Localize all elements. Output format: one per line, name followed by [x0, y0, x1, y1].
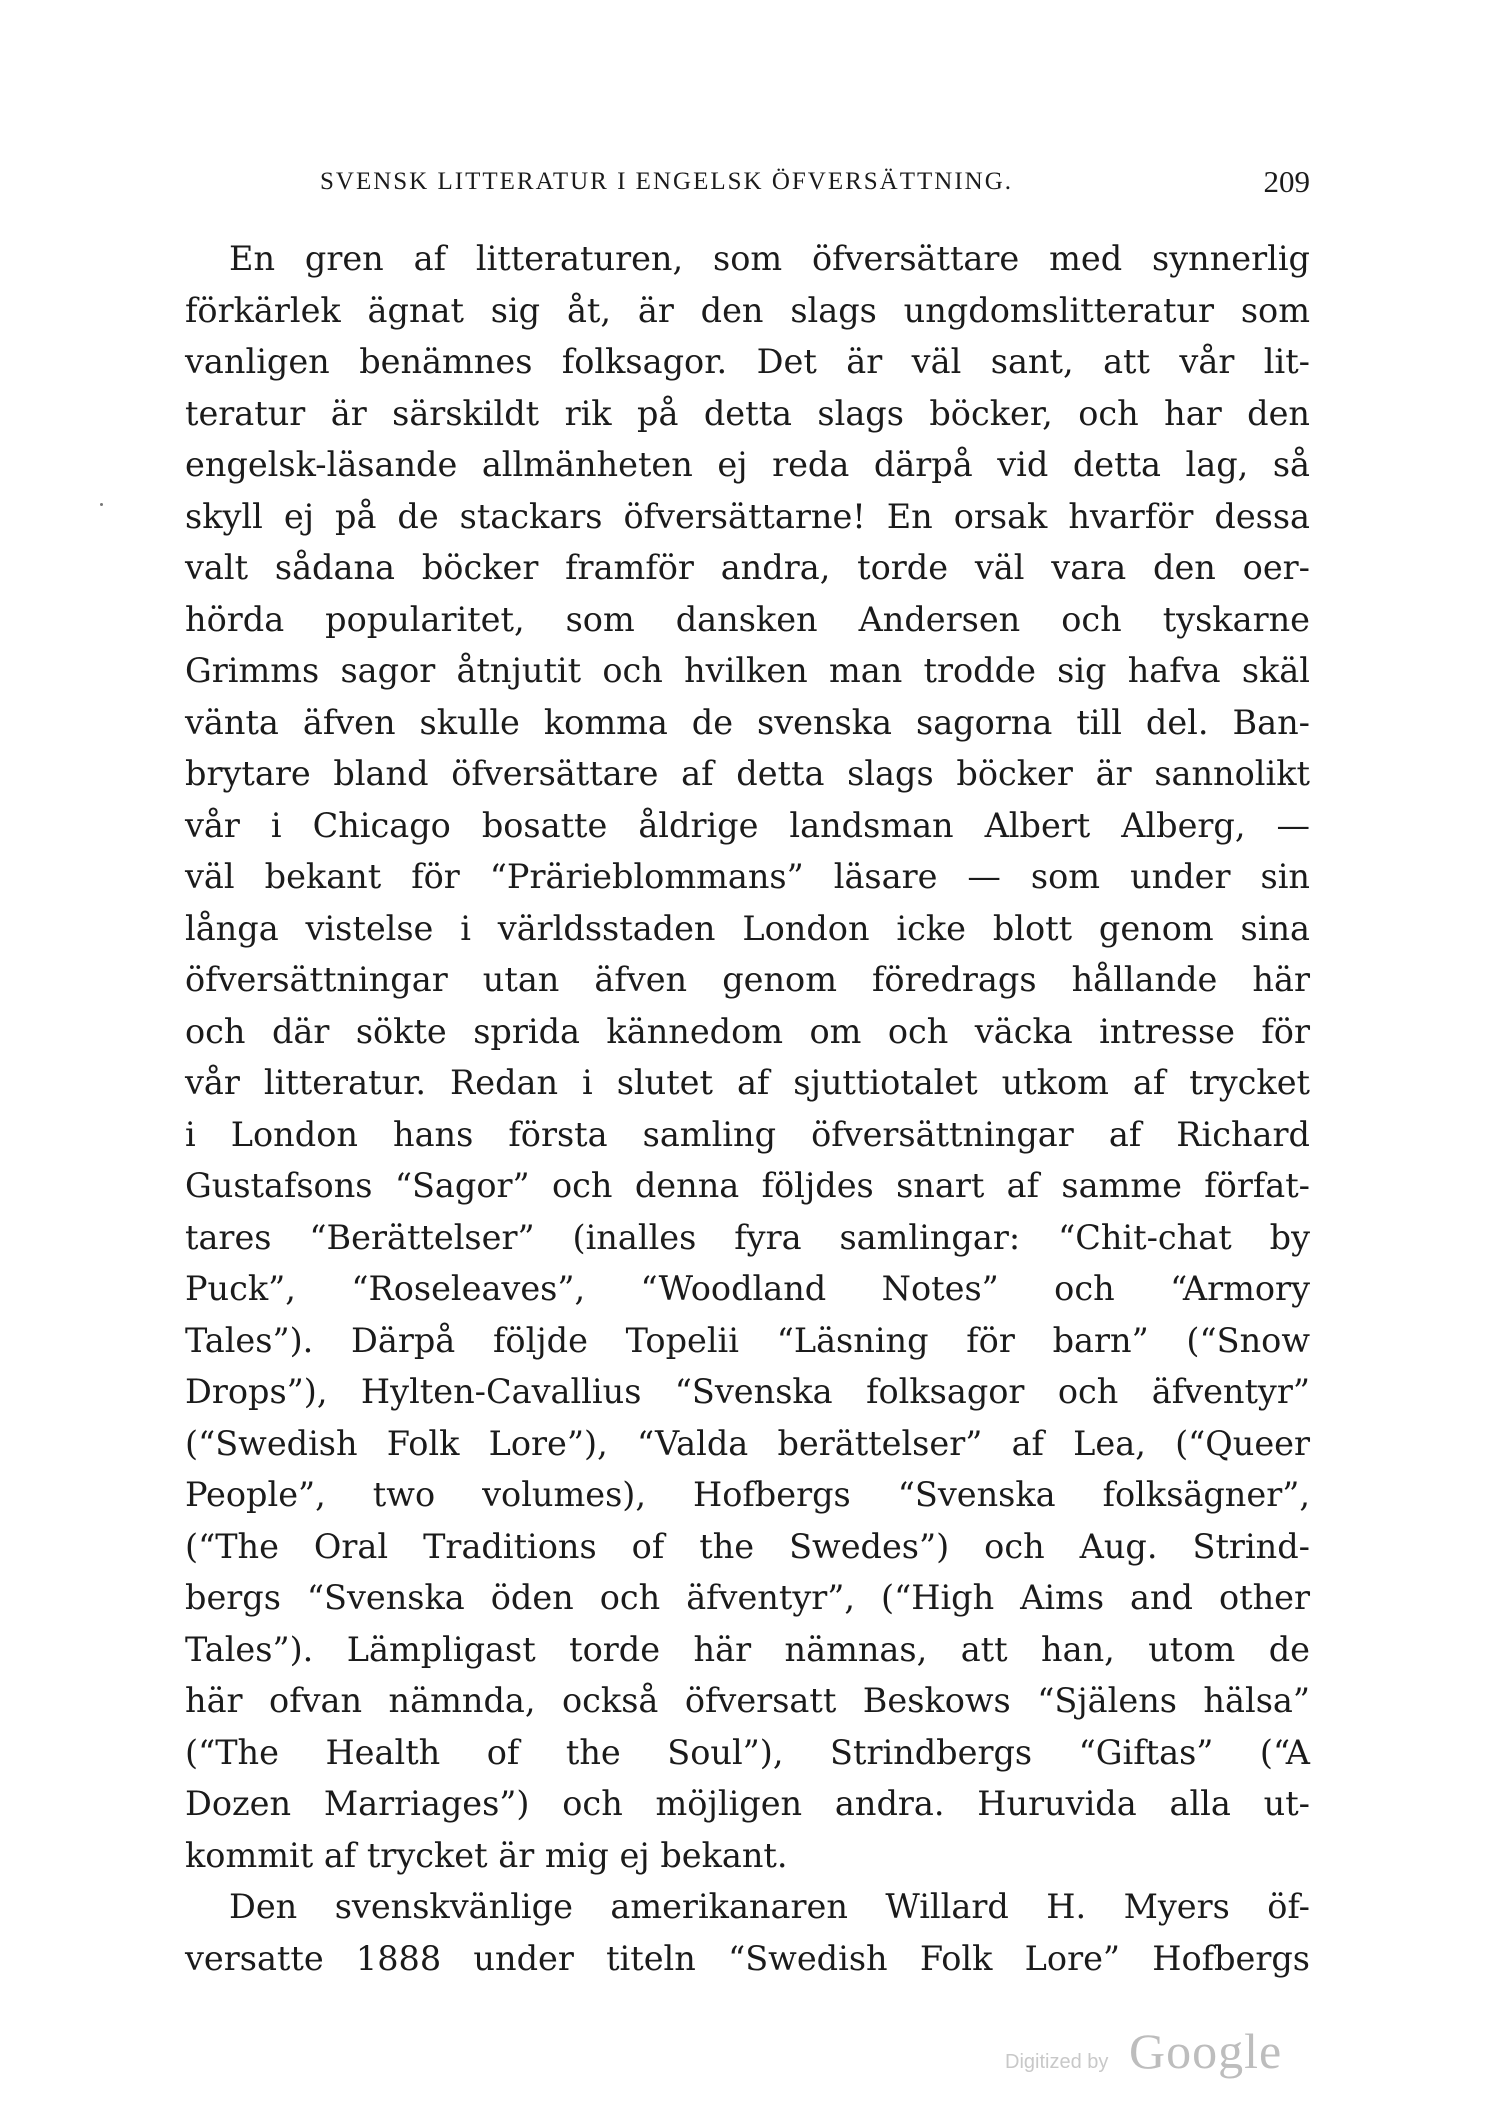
- text-line: hörda popularitet, som dansken Andersen och tyskarne: [185, 599, 1310, 639]
- paragraph-2: [185, 1881, 1310, 1984]
- digitized-by-google-watermark: [1005, 2023, 1325, 2087]
- text-line: väl bekant för “Prärieblommans” läsare — som under sin: [185, 857, 1310, 896]
- margin-speck: [100, 503, 103, 506]
- text-line: engelsk-läsande allmänheten ej reda därpå vid detta lag, så: [185, 445, 1310, 484]
- text-line: Drops”), Hylten-Cavallius “Svenska folksagor och äfventyr”: [185, 1372, 1310, 1411]
- text-line: i London hans första samling öfversättningar af Richard: [185, 1114, 1310, 1154]
- text-line: brytare bland öfversättare af detta slags böcker är sannolikt: [185, 754, 1310, 793]
- text-line: skyll ej på de stackars öfversättarne! En orsak hvarför dessa: [185, 496, 1310, 536]
- running-header: [185, 162, 1310, 202]
- text-line: Gustafsons “Sagor” och denna följdes snart af samme förfat-: [185, 1166, 1310, 1205]
- text-line: bergs “Svenska öden och äfventyr”, (“High Aims and other: [185, 1578, 1310, 1617]
- text-line: Puck”, “Roseleaves”, “Woodland Notes” och “Armory: [185, 1269, 1310, 1308]
- text-line: En gren af litteraturen, som öfversättare med synnerlig: [229, 239, 1310, 278]
- running-title: SVENSK LITTERATUR I ENGELSK ÖFVERSÄTTNING.: [320, 168, 1014, 195]
- text-line: Den svenskvänlige amerikanaren Willard H. Myers öf-: [229, 1887, 1310, 1926]
- text-line: vanligen benämnes folksagor. Det är väl sant, att vår lit-: [185, 342, 1310, 381]
- text-line: Tales”). Därpå följde Topelii “Läsning för barn” (“Snow: [185, 1320, 1310, 1360]
- google-logo: Google: [1129, 2023, 1283, 2079]
- text-line: (“The Health of the Soul”), Strindbergs “Giftas” (“A: [185, 1732, 1310, 1772]
- text-line: Grimms sagor åtnjutit och hvilken man trodde sig hafva skäl: [185, 651, 1310, 690]
- text-line: tares “Berättelser” (inalles fyra samlingar: “Chit-chat by: [185, 1217, 1310, 1257]
- text-line: långa vistelse i världsstaden London icke blott genom sina: [185, 908, 1310, 948]
- text-line: vår i Chicago bosatte åldrige landsman Albert Alberg, —: [185, 805, 1310, 845]
- text-line: Tales”). Lämpligast torde här nämnas, att han, utom de: [185, 1629, 1310, 1669]
- watermark-prefix: Digitized by: [1005, 2051, 1109, 2073]
- text-line: kommit af trycket är mig ej bekant.: [185, 1835, 788, 1875]
- text-line: People”, two volumes), Hofbergs “Svenska folksägner”,: [185, 1475, 1310, 1514]
- text-line: förkärlek ägnat sig åt, är den slags ungdomslitteratur som: [185, 290, 1310, 330]
- page-number: 209: [1263, 164, 1310, 199]
- text-line: Dozen Marriages”) och möjligen andra. Huruvida alla ut-: [185, 1784, 1310, 1823]
- text-line: öfversättningar utan äfven genom föredrags hållande här: [185, 960, 1310, 999]
- text-line: vänta äfven skulle komma de svenska sagorna till del. Ban-: [185, 702, 1310, 742]
- text-line: här ofvan nämnda, också öfversatt Beskows “Själens hälsa”: [185, 1681, 1310, 1720]
- text-line: vår litteratur. Redan i slutet af sjuttiotalet utkom af trycket: [185, 1063, 1310, 1102]
- body-text: [185, 233, 1310, 1984]
- text-line: teratur är särskildt rik på detta slags böcker, och har den: [185, 393, 1310, 433]
- text-line: versatte 1888 under titeln “Swedish Folk Lore” Hofbergs: [185, 1938, 1310, 1978]
- text-line: och där sökte sprida kännedom om och väcka intresse för: [185, 1011, 1310, 1051]
- text-line: (“Swedish Folk Lore”), “Valda berättelser” af Lea, (“Queer: [185, 1423, 1310, 1463]
- text-line: valt sådana böcker framför andra, torde väl vara den oer-: [185, 548, 1310, 587]
- paragraph-1: [185, 233, 1310, 1881]
- text-line: (“The Oral Traditions of the Swedes”) och Aug. Strind-: [185, 1526, 1310, 1566]
